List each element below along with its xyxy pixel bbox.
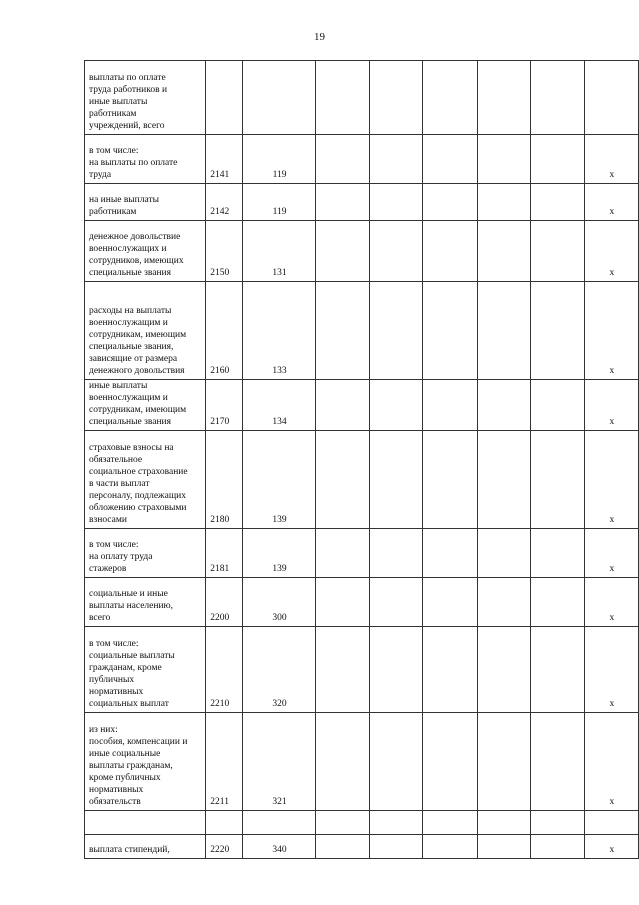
table-row <box>85 282 639 380</box>
table-row <box>85 380 639 431</box>
row-kosgu <box>242 811 316 835</box>
cell-empty <box>530 282 584 380</box>
cell-empty <box>530 184 584 221</box>
row-code: 2150 <box>206 221 242 282</box>
cell-empty <box>370 627 422 713</box>
cell-empty <box>477 627 530 713</box>
cell-empty <box>422 835 477 859</box>
row-kosgu: 300 <box>242 578 316 627</box>
cell-empty <box>316 221 370 282</box>
cell-empty <box>370 184 422 221</box>
cell-empty <box>370 713 422 811</box>
row-label: на иные выплаты работникам <box>85 184 206 221</box>
cell-empty <box>370 835 422 859</box>
cell-empty <box>530 221 584 282</box>
row-code <box>206 61 242 135</box>
row-mark: x <box>584 282 638 380</box>
row-label: выплаты по оплате труда работников и иные выплаты работникам учреждений, всего <box>85 61 206 135</box>
cell-empty <box>422 61 477 135</box>
row-mark: x <box>584 627 638 713</box>
cell-empty <box>316 529 370 578</box>
cell-empty <box>370 282 422 380</box>
budget-table <box>84 60 639 859</box>
cell-empty <box>422 184 477 221</box>
cell-empty <box>370 529 422 578</box>
cell-empty <box>316 835 370 859</box>
cell-empty <box>530 578 584 627</box>
row-code: 2170 <box>206 380 242 431</box>
row-label: социальные и иные выплаты населению, всего <box>85 578 206 627</box>
cell-empty <box>370 380 422 431</box>
row-mark: x <box>584 380 638 431</box>
cell-empty <box>316 578 370 627</box>
cell-empty <box>530 713 584 811</box>
row-code <box>206 811 242 835</box>
row-kosgu: 139 <box>242 529 316 578</box>
row-kosgu: 134 <box>242 380 316 431</box>
row-code: 2211 <box>206 713 242 811</box>
cell-empty <box>477 380 530 431</box>
row-mark <box>584 61 638 135</box>
cell-empty <box>422 380 477 431</box>
row-mark: x <box>584 184 638 221</box>
table-row <box>85 713 639 811</box>
cell-empty <box>370 431 422 529</box>
cell-empty <box>316 713 370 811</box>
cell-empty <box>477 184 530 221</box>
cell-empty <box>316 811 370 835</box>
cell-empty <box>316 282 370 380</box>
row-mark: x <box>584 835 638 859</box>
row-mark: x <box>584 431 638 529</box>
row-mark <box>584 811 638 835</box>
table-row <box>85 811 639 835</box>
row-mark: x <box>584 221 638 282</box>
cell-empty <box>316 135 370 184</box>
row-kosgu: 119 <box>242 135 316 184</box>
row-code: 2180 <box>206 431 242 529</box>
row-kosgu: 139 <box>242 431 316 529</box>
cell-empty <box>477 61 530 135</box>
cell-empty <box>477 282 530 380</box>
row-kosgu: 119 <box>242 184 316 221</box>
row-label: из них: пособия, компенсации и иные социальные выплаты гражданам, кроме публичных нормативных обязательств <box>85 713 206 811</box>
row-mark: x <box>584 529 638 578</box>
cell-empty <box>477 221 530 282</box>
row-label: расходы на выплаты военнослужащим и сотрудникам, имеющим специальные звания, зависящие от размера денежного довольствия <box>85 282 206 380</box>
cell-empty <box>477 811 530 835</box>
row-kosgu: 131 <box>242 221 316 282</box>
cell-empty <box>477 713 530 811</box>
row-code: 2220 <box>206 835 242 859</box>
table-row <box>85 221 639 282</box>
table-row <box>85 529 639 578</box>
row-label: в том числе: на оплату труда стажеров <box>85 529 206 578</box>
cell-empty <box>477 431 530 529</box>
cell-empty <box>370 578 422 627</box>
row-code: 2141 <box>206 135 242 184</box>
table-row <box>85 61 639 135</box>
row-kosgu: 320 <box>242 627 316 713</box>
cell-empty <box>422 578 477 627</box>
cell-empty <box>530 380 584 431</box>
row-mark: x <box>584 713 638 811</box>
row-kosgu <box>242 61 316 135</box>
row-code: 2181 <box>206 529 242 578</box>
row-label: в том числе: на выплаты по оплате труда <box>85 135 206 184</box>
cell-empty <box>316 627 370 713</box>
cell-empty <box>422 811 477 835</box>
row-kosgu: 321 <box>242 713 316 811</box>
cell-empty <box>422 221 477 282</box>
table-row <box>85 184 639 221</box>
cell-empty <box>477 135 530 184</box>
row-label: иные выплаты военнослужащим и сотрудникам, имеющим специальные звания <box>85 380 206 431</box>
cell-empty <box>370 61 422 135</box>
row-label: страховые взносы на обязательное социальное страхование в части выплат персоналу, подлежащих обложению страховыми взносами <box>85 431 206 529</box>
row-code: 2160 <box>206 282 242 380</box>
table-row <box>85 835 639 859</box>
cell-empty <box>422 431 477 529</box>
row-code: 2200 <box>206 578 242 627</box>
row-mark: x <box>584 578 638 627</box>
table-row <box>85 578 639 627</box>
cell-empty <box>530 627 584 713</box>
cell-empty <box>477 835 530 859</box>
row-kosgu: 340 <box>242 835 316 859</box>
cell-empty <box>316 380 370 431</box>
table-row <box>85 627 639 713</box>
cell-empty <box>477 529 530 578</box>
cell-empty <box>530 835 584 859</box>
cell-empty <box>370 221 422 282</box>
table-row <box>85 431 639 529</box>
cell-empty <box>530 811 584 835</box>
page-number: 19 <box>314 31 325 43</box>
cell-empty <box>422 713 477 811</box>
cell-empty <box>316 431 370 529</box>
row-code: 2142 <box>206 184 242 221</box>
table-row <box>85 135 639 184</box>
row-label: в том числе: социальные выплаты гражданам, кроме публичных нормативных социальных выплат <box>85 627 206 713</box>
row-label <box>85 811 206 835</box>
cell-empty <box>530 135 584 184</box>
cell-empty <box>316 61 370 135</box>
cell-empty <box>370 135 422 184</box>
row-kosgu: 133 <box>242 282 316 380</box>
cell-empty <box>422 627 477 713</box>
cell-empty <box>422 282 477 380</box>
cell-empty <box>530 431 584 529</box>
cell-empty <box>477 578 530 627</box>
row-code: 2210 <box>206 627 242 713</box>
row-label: денежное довольствие военнослужащих и сотрудников, имеющих специальные звания <box>85 221 206 282</box>
cell-empty <box>530 61 584 135</box>
cell-empty <box>422 135 477 184</box>
row-mark: x <box>584 135 638 184</box>
row-label: выплата стипендий, <box>85 835 206 859</box>
cell-empty <box>316 184 370 221</box>
cell-empty <box>422 529 477 578</box>
cell-empty <box>370 811 422 835</box>
cell-empty <box>530 529 584 578</box>
